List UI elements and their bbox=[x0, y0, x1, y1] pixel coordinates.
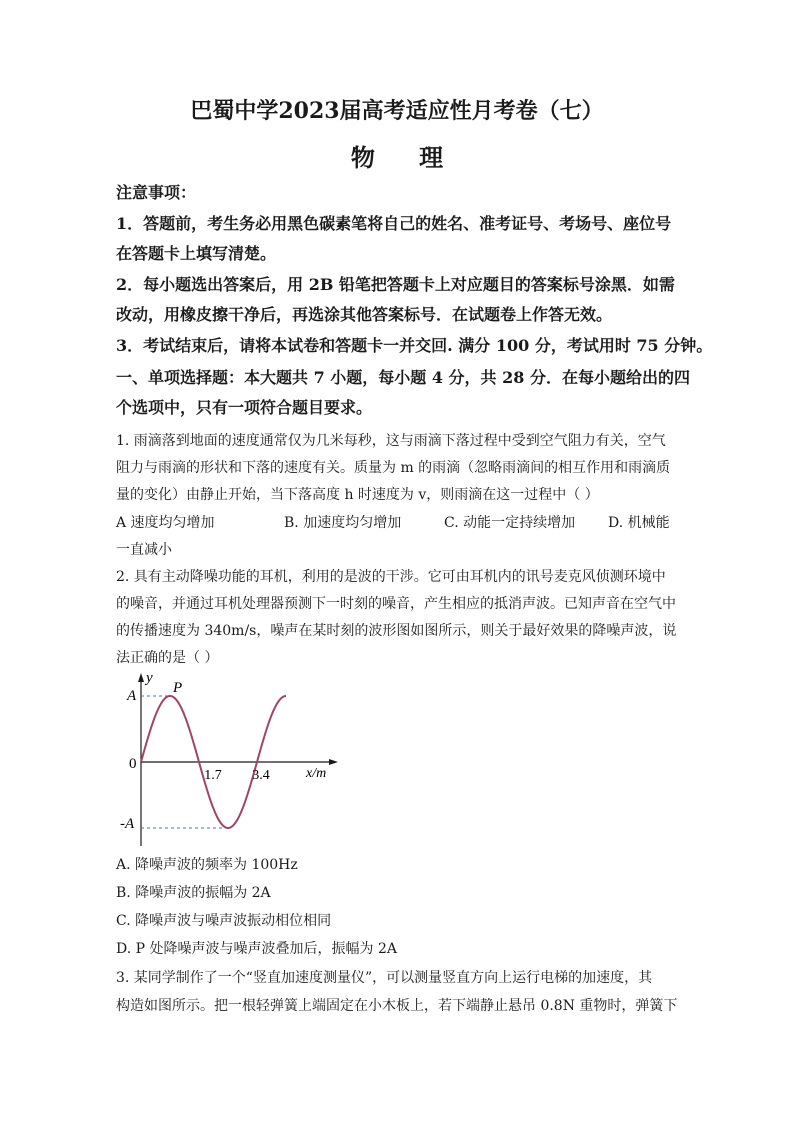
q1-line-1: 1. 雨滴落到地面的速度通常仅为几米每秒，这与雨滴下落过程中受到空气阻力有关，空气 bbox=[116, 433, 666, 449]
x-tick-label-3-4: 3.4 bbox=[252, 768, 270, 783]
exam-title: 巴蜀中学2023届高考适应性月考卷（七） bbox=[190, 98, 604, 124]
q3-line-2: 构造如图所示。把一根轻弹簧上端固定在小木板上，若下端静止悬吊 0.8N 重物时，弹簧下 bbox=[116, 998, 678, 1014]
q2-option-d: D. P 处降噪声波与噪声波叠加后，振幅为 2A bbox=[116, 941, 397, 957]
q1-option-c: C. 动能一定持续增加 bbox=[444, 515, 576, 531]
notice-item-2-line-2: 改动，用橡皮擦干净后，再选涂其他答案标号．在试题卷上作答无效。 bbox=[116, 305, 613, 324]
q2-option-c: C. 降噪声波与噪声波振动相位相同 bbox=[116, 913, 332, 929]
y-axis-arrow bbox=[138, 673, 144, 682]
point-p-label: P bbox=[173, 680, 183, 696]
q1-option-a: A 速度均匀增加 bbox=[116, 515, 215, 531]
notice-item-1-line-2: 在答题卡上填写清楚。 bbox=[116, 244, 277, 263]
q1-option-d: D. 机械能 bbox=[608, 515, 670, 531]
x-axis-arrow bbox=[329, 759, 338, 765]
q1-line-3: 量的变化）由静止开始，当下落高度 h 时速度为 v，则雨滴在这一过程中（ ） bbox=[116, 487, 599, 503]
waveform-figure bbox=[110, 668, 350, 852]
x-tick-label-1-7: 1.7 bbox=[204, 768, 222, 783]
subject-title: 物 理 bbox=[350, 143, 462, 172]
section-1-line-1: 一、单项选择题：本大题共 7 小题，每小题 4 分，共 28 分．在每小题给出的四 bbox=[116, 368, 690, 387]
q2-line-3: 的传播速度为 340m/s，噪声在某时刻的波形图如图所示，则关于最好效果的降噪声波，说 bbox=[116, 623, 677, 639]
origin-label: 0 bbox=[129, 756, 137, 772]
q2-line-1: 2. 具有主动降噪功能的耳机，利用的是波的干涉。它可由耳机内的讯号麦克风侦测环境中 bbox=[116, 569, 666, 585]
amplitude-label: A bbox=[127, 688, 137, 704]
q2-option-a: A. 降噪声波的频率为 100Hz bbox=[116, 857, 298, 873]
q2-option-b: B. 降噪声波的振幅为 2A bbox=[116, 885, 271, 901]
notice-heading: 注意事项： bbox=[116, 183, 197, 202]
negative-amplitude-label: -A bbox=[120, 816, 135, 832]
q3-line-1: 3. 某同学制作了一个“竖直加速度测量仪”，可以测量竖直方向上运行电梯的加速度，其 bbox=[116, 970, 653, 986]
q1-option-b: B. 加速度均匀增加 bbox=[284, 515, 402, 531]
q2-line-2: 的噪音，并通过耳机处理器预测下一时刻的噪音，产生相应的抵消声波。已知声音在空气中 bbox=[116, 596, 676, 612]
notice-item-2-line-1: 2．每小题选出答案后，用 2B 铅笔把答题卡上对应题目的答案标号涂黑．如需 bbox=[116, 275, 675, 294]
y-axis-label: y bbox=[146, 670, 153, 686]
section-1-line-2: 个选项中，只有一项符合题目要求。 bbox=[116, 398, 373, 417]
q1-line-2: 阻力与雨滴的形状和下落的速度有关。质量为 m 的雨滴（忽略雨滴间的相互作用和雨滴质 bbox=[116, 460, 671, 476]
notice-item-1-line-1: 1．答题前，考生务必用黑色碳素笔将自己的姓名、准考证号、考场号、座位号 bbox=[116, 214, 672, 233]
q2-line-4: 法正确的是（ ） bbox=[116, 650, 219, 666]
q1-option-d-continued: 一直减小 bbox=[116, 542, 172, 558]
notice-item-3: 3．考试结束后，请将本试卷和答题卡一并交回. 满分 100 分，考试用时 75 分钟。 bbox=[116, 336, 713, 355]
x-axis-label: x/m bbox=[306, 766, 327, 781]
